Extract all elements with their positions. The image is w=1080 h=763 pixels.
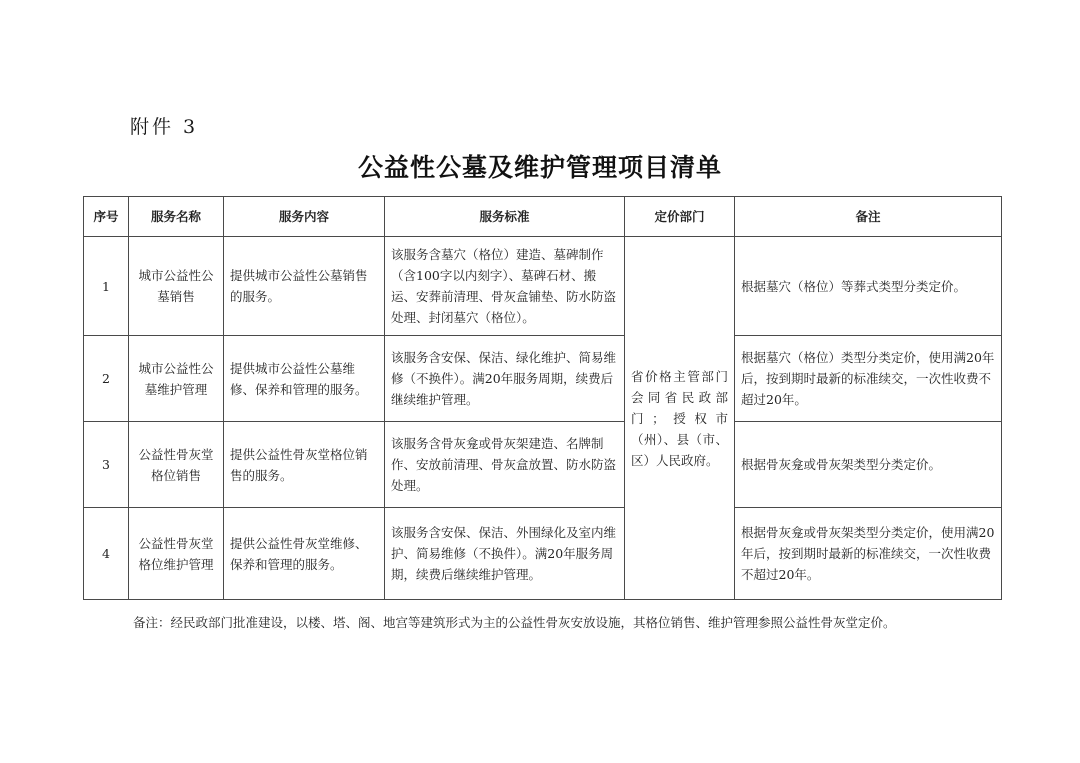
cell-service-name: 城市公益性公墓维护管理 <box>129 336 224 422</box>
table-row <box>84 508 1002 600</box>
cell-service-standard: 该服务含安保、保洁、外围绿化及室内维护、简易维修（不换件）。满20年服务周期，续费后继续维护管理。 <box>385 508 625 600</box>
cell-service-name: 公益性骨灰堂格位销售 <box>129 422 224 508</box>
table-row <box>84 237 1002 336</box>
cell-service-standard: 该服务含安保、保洁、绿化维护、简易维修（不换件）。满20年服务周期，续费后继续维护管理。 <box>385 336 625 422</box>
cell-no: 4 <box>84 508 129 600</box>
cell-service-standard: 该服务含骨灰龛或骨灰架建造、名牌制作、安放前清理、骨灰盒放置、防水防盗处理。 <box>385 422 625 508</box>
cell-no: 3 <box>84 422 129 508</box>
table-row <box>84 422 1002 508</box>
header-pricing-dept: 定价部门 <box>625 197 735 237</box>
cell-remark: 根据墓穴（格位）等葬式类型分类定价。 <box>735 237 1002 336</box>
attachment-label: 附件 3 <box>130 116 199 138</box>
cell-remark: 根据墓穴（格位）类型分类定价，使用满20年后，按到期时最新的标准续交，一次性收费不超过20年。 <box>735 336 1002 422</box>
table-header-row <box>84 197 1002 237</box>
cell-service-name: 公益性骨灰堂格位维护管理 <box>129 508 224 600</box>
header-service-content: 服务内容 <box>224 197 385 237</box>
header-remark: 备注 <box>735 197 1002 237</box>
project-list-table <box>83 196 1002 600</box>
cell-service-content: 提供公益性骨灰堂维修、保养和管理的服务。 <box>224 508 385 600</box>
cell-service-standard: 该服务含墓穴（格位）建造、墓碑制作（含100字以内刻字）、墓碑石材、搬运、安葬前清理、骨灰盒铺垫、防水防盗处理、封闭墓穴（格位）。 <box>385 237 625 336</box>
cell-no: 1 <box>84 237 129 336</box>
header-service-standard: 服务标准 <box>385 197 625 237</box>
cell-no: 2 <box>84 336 129 422</box>
cell-service-name: 城市公益性公墓销售 <box>129 237 224 336</box>
cell-remark: 根据骨灰龛或骨灰架类型分类定价。 <box>735 422 1002 508</box>
cell-service-content: 提供城市公益性公墓维修、保养和管理的服务。 <box>224 336 385 422</box>
cell-remark: 根据骨灰龛或骨灰架类型分类定价，使用满20年后，按到期时最新的标准续交，一次性收费不超过20年。 <box>735 508 1002 600</box>
footnote: 备注：经民政部门批准建设，以楼、塔、阁、地宫等建筑形式为主的公益性骨灰安放设施，其格位销售、维护管理参照公益性骨灰堂定价。 <box>133 615 896 630</box>
cell-pricing-dept: 省价格主管部门会同省民政部门；授权市（州）、县（市、区）人民政府。 <box>625 237 735 600</box>
document-title: 公益性公墓及维护管理项目清单 <box>357 153 722 182</box>
header-service-name: 服务名称 <box>129 197 224 237</box>
table-row <box>84 336 1002 422</box>
header-no: 序号 <box>84 197 129 237</box>
cell-service-content: 提供公益性骨灰堂格位销售的服务。 <box>224 422 385 508</box>
cell-service-content: 提供城市公益性公墓销售的服务。 <box>224 237 385 336</box>
